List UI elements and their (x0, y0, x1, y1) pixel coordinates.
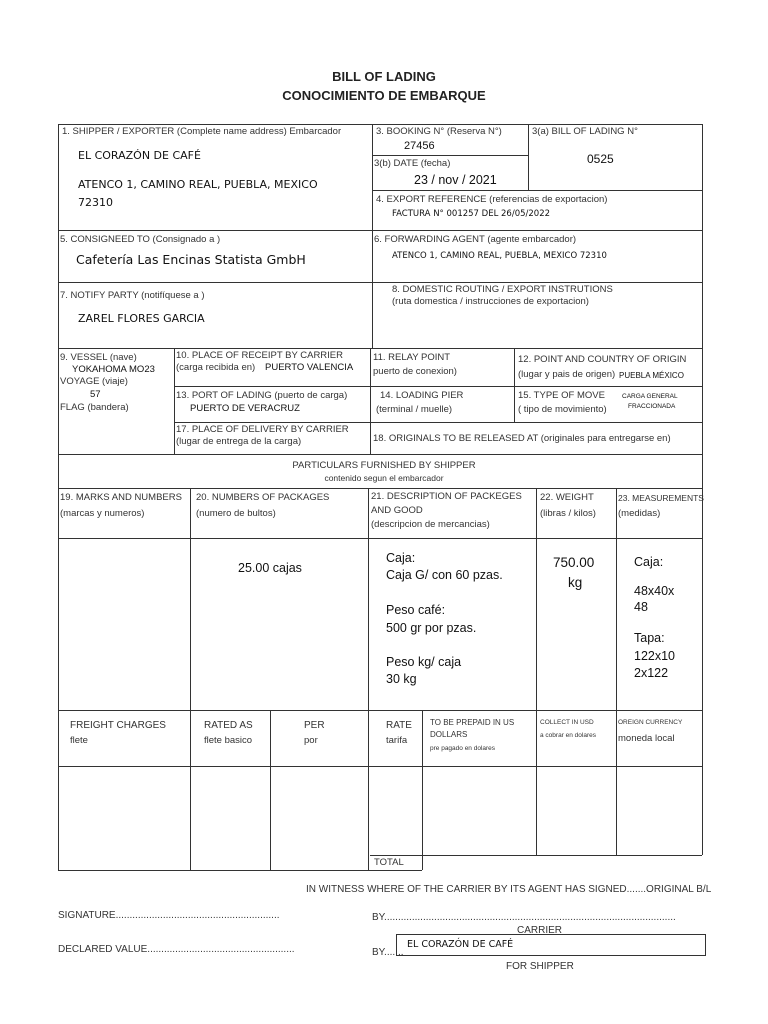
particulars-subtitle: contenido segun el embarcador (324, 473, 444, 483)
rate-label: RATE (386, 720, 412, 731)
origin-sublabel: (lugar y pais de origen) (518, 369, 616, 380)
forwarding-agent-label: 6. FORWARDING AGENT (agente embarcador) (374, 234, 577, 245)
booking-number: 27456 (404, 140, 435, 152)
measurements-value6: 2x122 (634, 666, 669, 680)
packages-sublabel: (numero de bultos) (196, 508, 276, 519)
measurements-label: 23. MEASUREMENTS (618, 493, 704, 503)
notify-party-label: 7. NOTIFY PARTY (notifíquese a ) (60, 290, 205, 301)
description-label-line2: AND GOOD (371, 505, 423, 516)
relay-point-label: 11. RELAY POINT (373, 352, 451, 363)
receipt-value: PUERTO VALENCIA (265, 362, 354, 373)
weight-label: 22. WEIGHT (540, 492, 594, 503)
bol-number: 0525 (587, 152, 614, 166)
for-shipper-label: FOR SHIPPER (506, 961, 574, 972)
measurements-sublabel: (medidas) (618, 508, 661, 519)
measurements-value5: 122x10 (634, 649, 676, 663)
rate-sublabel: tarifa (386, 735, 408, 746)
relay-point-sublabel: puerto de conexion) (373, 366, 457, 377)
particulars-title: PARTICULARS FURNISHED BY SHIPPER (292, 460, 476, 471)
move-type-value1: CARGA GENERAL (622, 393, 678, 400)
packages-label: 20. NUMBERS OF PACKAGES (196, 492, 330, 503)
receipt-label: 10. PLACE OF RECEIPT BY CARRIER (176, 350, 344, 361)
description-value1: Caja: (386, 551, 416, 565)
weight-value: 750.00 (553, 555, 595, 570)
description-sublabel: (descripcion de mercancias) (371, 519, 490, 530)
routing-label: 8. DOMESTIC ROUTING / EXPORT INSTRUTIONS (392, 284, 613, 295)
weight-unit: kg (568, 575, 583, 590)
export-reference-value: FACTURA N° 001257 DEL 26/05/2022 (392, 209, 551, 219)
delivery-label: 17. PLACE OF DELIVERY BY CARRIER (176, 424, 349, 435)
move-type-label: 15. TYPE OF MOVE (518, 390, 605, 401)
document-title: BILL OF LADING (332, 69, 436, 84)
shipper-by-line: BY....... (372, 947, 404, 958)
rated-as-sublabel: flete basico (204, 735, 253, 746)
declared-value-line: DECLARED VALUE..................................................... (58, 944, 295, 955)
document-subtitle: CONOCIMIENTO DE EMBARQUE (282, 88, 486, 103)
signature-line: SIGNATURE........................................................... (58, 910, 280, 921)
shipper-address-line1: ATENCO 1, CAMINO REAL, PUEBLA, MEXICO (78, 178, 318, 191)
measurements-value4: Tapa: (634, 631, 665, 645)
routing-sublabel: (ruta domestica / instrucciones de exportacion) (392, 296, 589, 307)
per-sublabel: por (304, 735, 318, 746)
carrier-label: CARRIER (517, 925, 563, 936)
date-value: 23 / nov / 2021 (414, 173, 497, 187)
prepaid-label-line2: DOLLARS (430, 730, 468, 739)
receipt-sublabel: (carga recibida en) (176, 362, 256, 373)
shipper-signature-box (396, 934, 706, 956)
forwarding-agent-value: ATENCO 1, CAMINO REAL, PUEBLA, MEXICO 72310 (392, 251, 607, 261)
measurements-value2: 48x40x (634, 584, 675, 598)
shipper-address-line2: 72310 (78, 196, 113, 209)
description-label: 21. DESCRIPTION OF PACKEGES (371, 491, 522, 502)
description-value3: Peso café: (386, 603, 446, 617)
move-type-value2: FRACCIONADA (628, 403, 676, 410)
voyage-value: 57 (90, 389, 101, 400)
freight-charges-sublabel: flete (70, 735, 88, 746)
shipper-name: EL CORAZÓN DE CAFÉ (78, 149, 201, 162)
bol-number-label: 3(a) BILL OF LADING N° (532, 126, 638, 137)
port-lading-label: 13. PORT OF LADING (puerto de carga) (176, 390, 348, 401)
measurements-value3: 48 (634, 600, 648, 614)
booking-label: 3. BOOKING N° (Reserva N°) (376, 126, 502, 137)
originals-label: 18. ORIGINALS TO BE RELEASED AT (originales para entregarse en) (373, 433, 671, 444)
description-value4: 500 gr por pzas. (386, 621, 477, 635)
packages-value: 25.00 cajas (238, 561, 302, 575)
description-value5: Peso kg/ caja (386, 655, 462, 669)
total-label: TOTAL (374, 857, 404, 868)
collect-label: COLLECT IN USD (540, 719, 594, 726)
date-label: 3(b) DATE (fecha) (374, 158, 451, 169)
flag-label: FLAG (bandera) (60, 402, 129, 413)
export-reference-label: 4. EXPORT REFERENCE (referencias de exportacion) (376, 194, 608, 205)
freight-charges-label: FREIGHT CHARGES (70, 720, 166, 731)
vessel-value: YOKAHOMA MO23 (72, 364, 155, 375)
rated-as-label: RATED AS (204, 720, 253, 731)
consignee-label: 5. CONSIGNEED TO (Consignado a ) (60, 234, 221, 245)
loading-pier-label: 14. LOADING PIER (380, 390, 464, 401)
marks-label: 19. MARKS AND NUMBERS (60, 492, 182, 503)
shipper-signature-name: EL CORAZÓN DE CAFÉ (407, 939, 514, 950)
shipper-label: 1. SHIPPER / EXPORTER (Complete name address) Embarcador (62, 126, 342, 137)
witness-statement: IN WITNESS WHERE OF THE CARRIER BY ITS AGENT HAS SIGNED.......ORIGINAL B/L (306, 884, 712, 895)
consignee-value: Cafetería Las Encinas Statista GmbH (76, 252, 306, 267)
delivery-sublabel: (lugar de entrega de la carga) (176, 436, 302, 447)
loading-pier-sublabel: (terminal / muelle) (376, 404, 453, 415)
carrier-by-line: BY......................................................................................................... (372, 912, 676, 923)
measurements-value1: Caja: (634, 555, 664, 569)
foreign-currency-label: OREIGN CURRENCY (618, 719, 683, 726)
origin-label: 12. POINT AND COUNTRY OF ORIGIN (518, 354, 687, 365)
voyage-label: VOYAGE (viaje) (60, 376, 128, 387)
notify-party-value: ZAREL FLORES GARCIA (78, 312, 205, 325)
move-type-sublabel: ( tipo de movimiento) (518, 404, 607, 415)
per-label: PER (304, 720, 325, 731)
marks-sublabel: (marcas y numeros) (60, 508, 145, 519)
collect-sublabel: a cobrar en dolares (540, 732, 597, 739)
origin-value: PUEBLA MÉXICO (619, 371, 684, 380)
description-value6: 30 kg (386, 672, 417, 686)
port-lading-value: PUERTO DE VERACRUZ (190, 403, 300, 414)
vessel-label: 9. VESSEL (nave) (60, 352, 137, 363)
weight-sublabel: (libras / kilos) (540, 508, 596, 519)
description-value2: Caja G/ con 60 pzas. (386, 568, 503, 582)
prepaid-label: TO BE PREPAID IN US (430, 718, 515, 727)
prepaid-sublabel: pre pagado en dolares (430, 745, 496, 752)
foreign-currency-sublabel: moneda local (618, 733, 675, 744)
